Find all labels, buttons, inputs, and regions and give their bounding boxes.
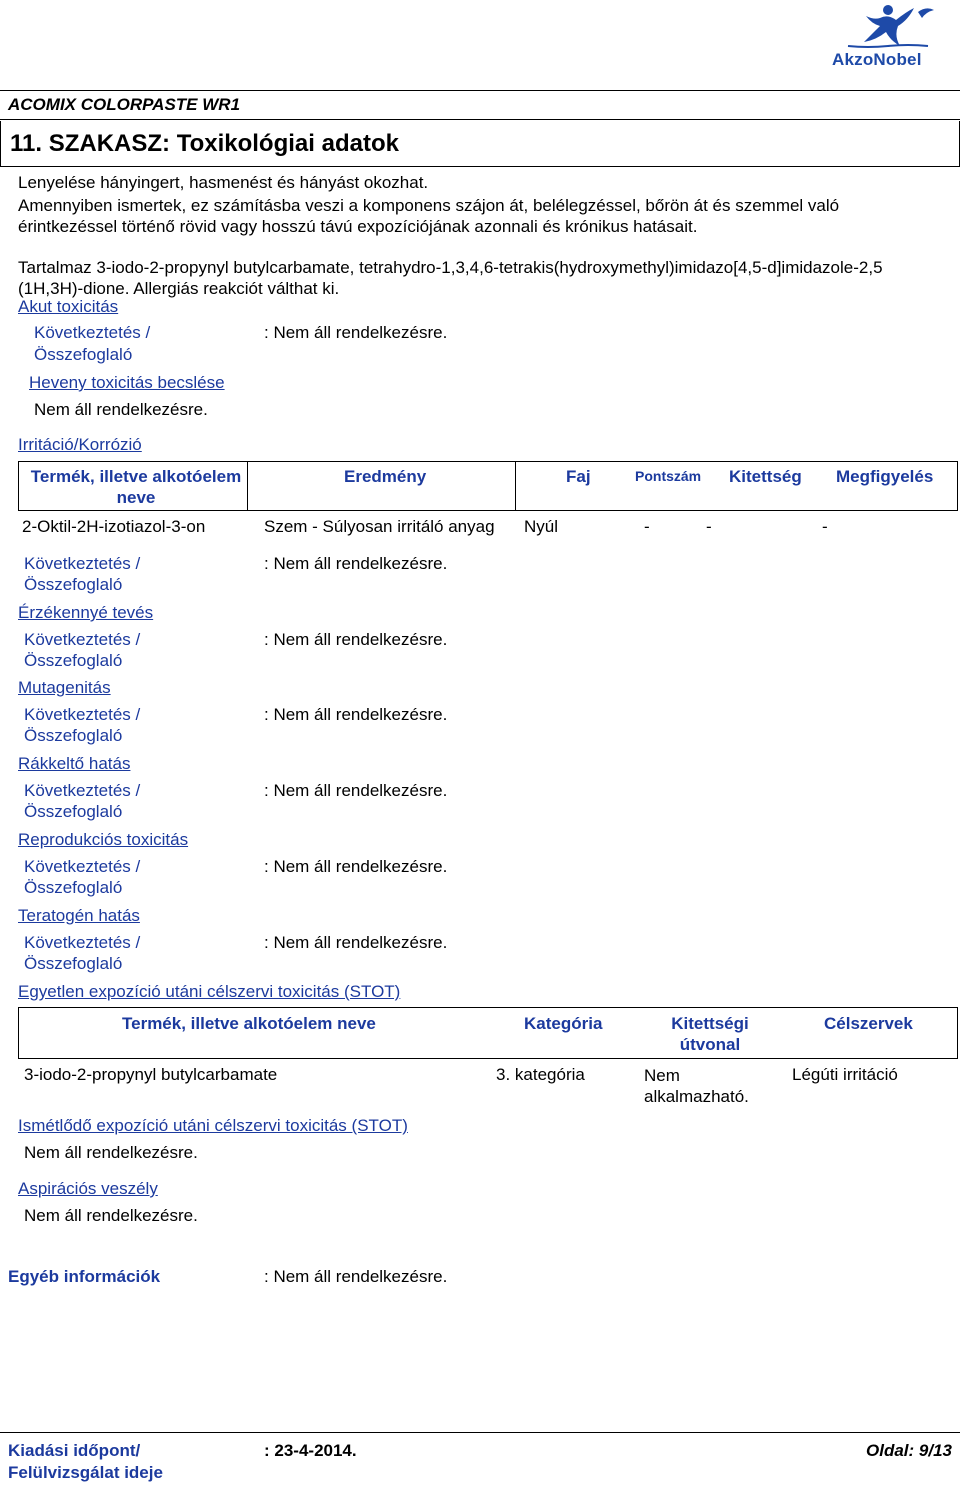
cell-route-line: alkalmazható.: [644, 1087, 749, 1106]
akzonobel-logo: [818, 2, 954, 72]
mutagenicity-heading: Mutagenitás: [18, 678, 111, 697]
conclusion-label: Következtetés /: [24, 933, 141, 952]
irritation-col-score: Pontszám: [635, 468, 702, 484]
conclusion-value: : Nem áll rendelkezésre.: [264, 630, 448, 649]
stot-cell-route: [644, 1065, 749, 1107]
conclusion-value: : Nem áll rendelkezésre.: [264, 781, 448, 800]
stot-repeated-value: Nem áll rendelkezésre.: [24, 1143, 198, 1162]
intro-line: Tartalmaz 3-iodo-2-propynyl butylcarbamate, tetrahydro-1,3,4,6-tetrakis(hydroxymethyl)imidazo[4,5-d]imidazole-2,5: [18, 258, 883, 277]
conclusion-label: Összefoglaló: [24, 726, 123, 745]
conclusion-label: Következtetés /: [24, 781, 141, 800]
stot-cell-target: Légúti irritáció: [792, 1065, 898, 1084]
irritation-cell-result: Szem - Súlyosan irritáló anyag: [264, 517, 495, 536]
stot-col-product: Termék, illetve alkotóelem neve: [122, 1014, 376, 1033]
irritation-col-observation: Megfigyelés: [836, 467, 934, 486]
product-name: ACOMIX COLORPASTE WR1: [8, 95, 241, 114]
conclusion-label: Következtetés /: [34, 323, 151, 342]
other-info-value: : Nem áll rendelkezésre.: [264, 1267, 448, 1286]
page-number: [866, 1440, 952, 1462]
conclusion-label: Összefoglaló: [24, 878, 123, 897]
stot-col-target: Célszervek: [824, 1014, 913, 1033]
intro-line: (1H,3H)-dione. Allergiás reakciót válthat ki.: [18, 279, 340, 298]
section-title: 11. SZAKASZ: Toxikológiai adatok: [10, 130, 399, 157]
acute-toxicity-heading: Akut toxicitás: [18, 297, 119, 316]
acute-estimate-value: Nem áll rendelkezésre.: [34, 400, 208, 419]
conclusion-label: Következtetés /: [24, 705, 141, 724]
other-info-label: Egyéb információk: [8, 1267, 161, 1286]
teratogenic-heading: Teratogén hatás: [18, 906, 140, 925]
conclusion-value: : Nem áll rendelkezésre.: [264, 554, 448, 573]
cell-route-line: Nem: [644, 1066, 680, 1085]
col-product-line: neve: [116, 488, 156, 507]
acute-estimate-heading: Heveny toxicitás becslése: [29, 373, 225, 392]
stot-col-category: Kategória: [524, 1014, 603, 1033]
stot-col-route: [660, 1013, 760, 1055]
irritation-cell-exposure: -: [706, 517, 712, 536]
reproductive-heading: Reprodukciós toxicitás: [18, 830, 189, 849]
logo-figure-icon: [818, 2, 954, 50]
irritation-cell-score: -: [644, 517, 650, 536]
conclusion-value: : Nem áll rendelkezésre.: [264, 857, 448, 876]
conclusion-value: : Nem áll rendelkezésre.: [264, 705, 448, 724]
irritation-col-product: [22, 466, 250, 508]
col-product-line: Termék, illetve alkotóelem: [30, 467, 242, 486]
conclusion-value: : Nem áll rendelkezésre.: [264, 323, 448, 342]
conclusion-label: Összefoglaló: [24, 954, 123, 973]
intro-line: érintkezéssel történő rövid vagy hosszú távú expozíciójának azonnali és krónikus hatásait.: [18, 217, 698, 236]
stot-cell-product: 3-iodo-2-propynyl butylcarbamate: [24, 1065, 278, 1084]
conclusion-label: Összefoglaló: [24, 575, 123, 594]
conclusion-label: Összefoglaló: [24, 651, 123, 670]
sensitization-heading: Érzékennyé tevés: [18, 603, 154, 622]
irritation-cell-observation: -: [822, 517, 828, 536]
conclusion-label: Összefoglaló: [34, 345, 133, 364]
irritation-heading: Irritáció/Korrózió: [18, 435, 142, 454]
header-divider: [515, 462, 516, 510]
footer-divider: [0, 1432, 960, 1433]
logo-wordmark: AkzoNobel: [832, 50, 922, 69]
intro-line: Amennyiben ismertek, ez számításba veszi a komponens szájon át, belélegzéssel, bőrön át és szemmel való: [18, 196, 840, 215]
footer-date-label: Felülvizsgálat ideje: [8, 1463, 163, 1482]
footer-date-label: Kiadási időpont/: [8, 1441, 141, 1460]
irritation-cell-species: Nyúl: [524, 517, 559, 536]
stot-cell-category: 3. kategória: [496, 1065, 585, 1084]
conclusion-label: Következtetés /: [24, 554, 141, 573]
col-route-line: Kitettségi: [671, 1014, 749, 1033]
carcinogenicity-heading: Rákkeltő hatás: [18, 754, 131, 773]
col-route-line: útvonal: [679, 1035, 741, 1054]
conclusion-label: Összefoglaló: [24, 802, 123, 821]
intro-line: Lenyelése hányingert, hasmenést és hányást okozhat.: [18, 173, 429, 192]
irritation-col-result: Eredmény: [344, 467, 427, 486]
aspiration-value: Nem áll rendelkezésre.: [24, 1206, 198, 1225]
conclusion-label: Következtetés /: [24, 630, 141, 649]
page-number-text: Oldal: 9/13: [866, 1441, 952, 1460]
footer-date-value: : 23-4-2014.: [264, 1441, 357, 1460]
irritation-cell-product: 2-Oktil-2H-izotiazol-3-on: [22, 517, 206, 536]
aspiration-heading: Aspirációs veszély: [18, 1179, 158, 1198]
stot-repeated-heading: Ismétlődő expozíció utáni célszervi toxicitás (STOT): [18, 1116, 408, 1135]
irritation-col-species: Faj: [566, 467, 591, 486]
conclusion-value: : Nem áll rendelkezésre.: [264, 933, 448, 952]
conclusion-label: Következtetés /: [24, 857, 141, 876]
stot-single-heading: Egyetlen expozíció utáni célszervi toxicitás (STOT): [18, 982, 401, 1001]
irritation-col-exposure: Kitettség: [729, 467, 802, 486]
